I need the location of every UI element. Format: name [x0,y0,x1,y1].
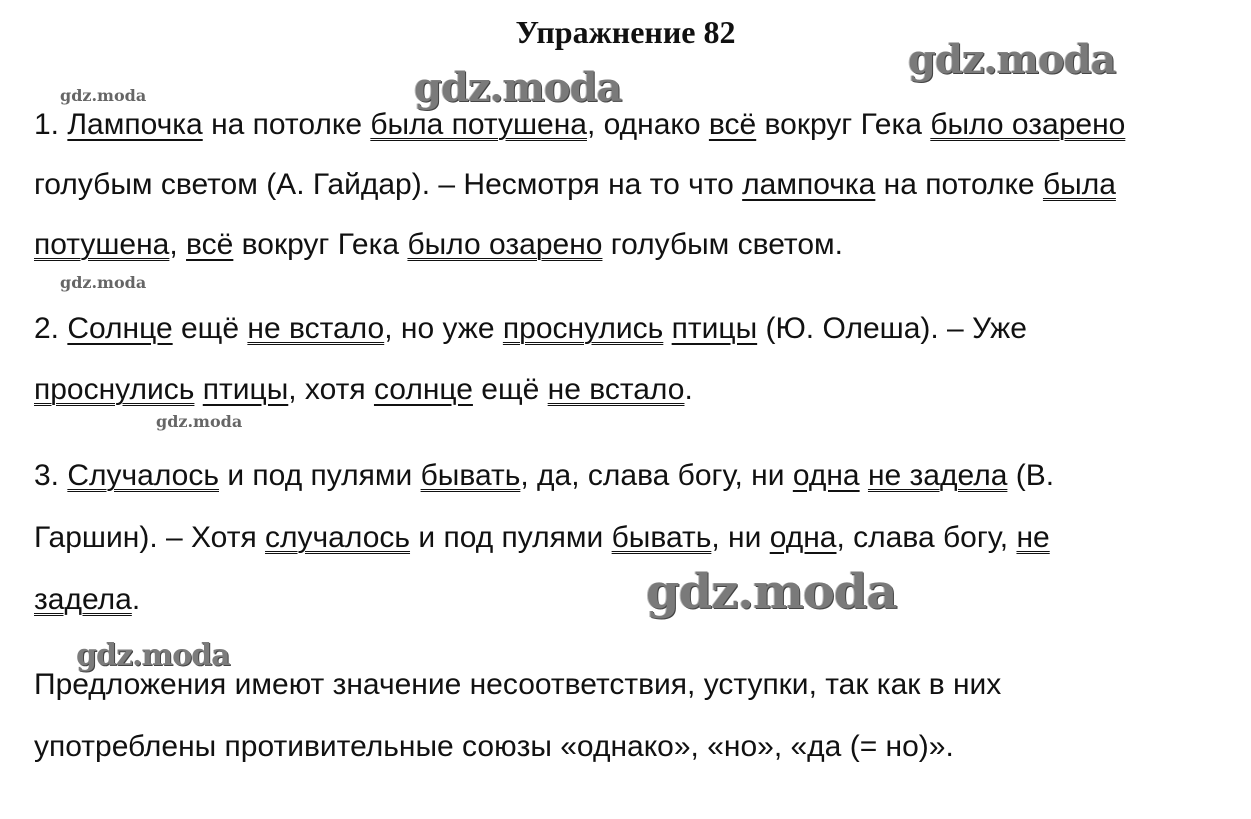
subject-word: одна [792,459,860,492]
text-segment: . [684,373,693,406]
text-segment: , слава богу, [836,521,1017,554]
text-segment: Предложения имеют значение несоответствия, уступки, так как в них [34,668,1002,701]
text-segment: , [169,228,187,261]
predicate-word: задела [34,583,132,616]
text-segment: , да, слава богу, ни [520,459,793,492]
predicate-word: было озарено [930,108,1126,141]
text-segment: употреблены противительные союзы «однако», «но», «да (= но)». [34,730,954,763]
text-segment: , хотя [288,373,374,406]
predicate-word: случалось [265,521,411,554]
subject-word: всё [708,108,757,141]
exercise-title: Упражнение 82 [515,14,736,50]
predicate-word: проснулись [34,373,195,406]
text-line [34,458,1054,494]
predicate-word: было озарено [407,228,603,261]
watermark: gdz.moda [646,564,897,620]
watermark: gdz.moda [60,273,147,292]
text-segment: 3. [34,459,68,492]
text-segment: на потолке [875,168,1043,201]
text-segment [194,373,202,406]
subject-word: солнце [373,373,473,406]
subject-word: Лампочка [67,108,203,141]
predicate-word: проснулись [502,312,664,345]
watermark: gdz.moda [76,638,230,673]
text-line [34,107,1125,143]
text-segment: голубым светом (А. Гайдар). – Несмотря на то что [34,168,743,201]
text-segment: , однако [586,108,709,141]
text-segment: ещё [172,312,248,345]
text-line [34,582,140,618]
text-segment [663,312,671,345]
predicate-word: не [1016,521,1050,554]
subject-word: лампочка [742,168,876,201]
text-segment: , ни [711,521,770,554]
text-line [34,372,693,408]
text-segment: вокруг Гека [756,108,931,141]
text-line [34,167,1116,203]
text-segment: . [131,583,141,616]
subject-word: одна [769,521,837,554]
watermark: gdz.moda [156,412,243,431]
subject-word: птицы [671,312,758,345]
predicate-word: потушена [34,228,170,261]
text-segment: , но уже [384,312,503,345]
text-segment: и под пулями [219,459,421,492]
text-line [34,729,954,765]
text-segment: Гаршин). – Хотя [34,521,266,554]
subject-word: всё [186,228,234,261]
text-line [34,311,1027,347]
predicate-word: бывать [420,459,521,492]
text-segment [860,459,868,492]
subject-word: птицы [202,373,289,406]
predicate-word: Случалось [67,459,219,492]
text-segment: вокруг Гека [233,228,408,261]
watermark: gdz.moda [414,64,622,111]
text-segment: 2. [34,312,68,345]
text-segment: голубым светом. [602,228,843,261]
text-segment: ещё [472,373,548,406]
watermark: gdz.moda [60,86,147,105]
text-segment: (В. [1007,459,1055,492]
subject-word: Солнце [67,312,173,345]
predicate-word: не встало [547,373,685,406]
predicate-word: была потушена [370,108,587,141]
predicate-word: не задела [867,459,1008,492]
text-line [34,227,843,263]
text-segment: на потолке [202,108,371,141]
predicate-word: была [1042,168,1116,201]
text-segment: 1. [34,108,68,141]
watermark: gdz.moda [908,36,1116,83]
text-line [34,520,1050,556]
text-segment: (Ю. Олеша). – Уже [757,312,1027,345]
predicate-word: бывать [611,521,712,554]
text-segment: и под пулями [410,521,612,554]
predicate-word: не встало [247,312,385,345]
